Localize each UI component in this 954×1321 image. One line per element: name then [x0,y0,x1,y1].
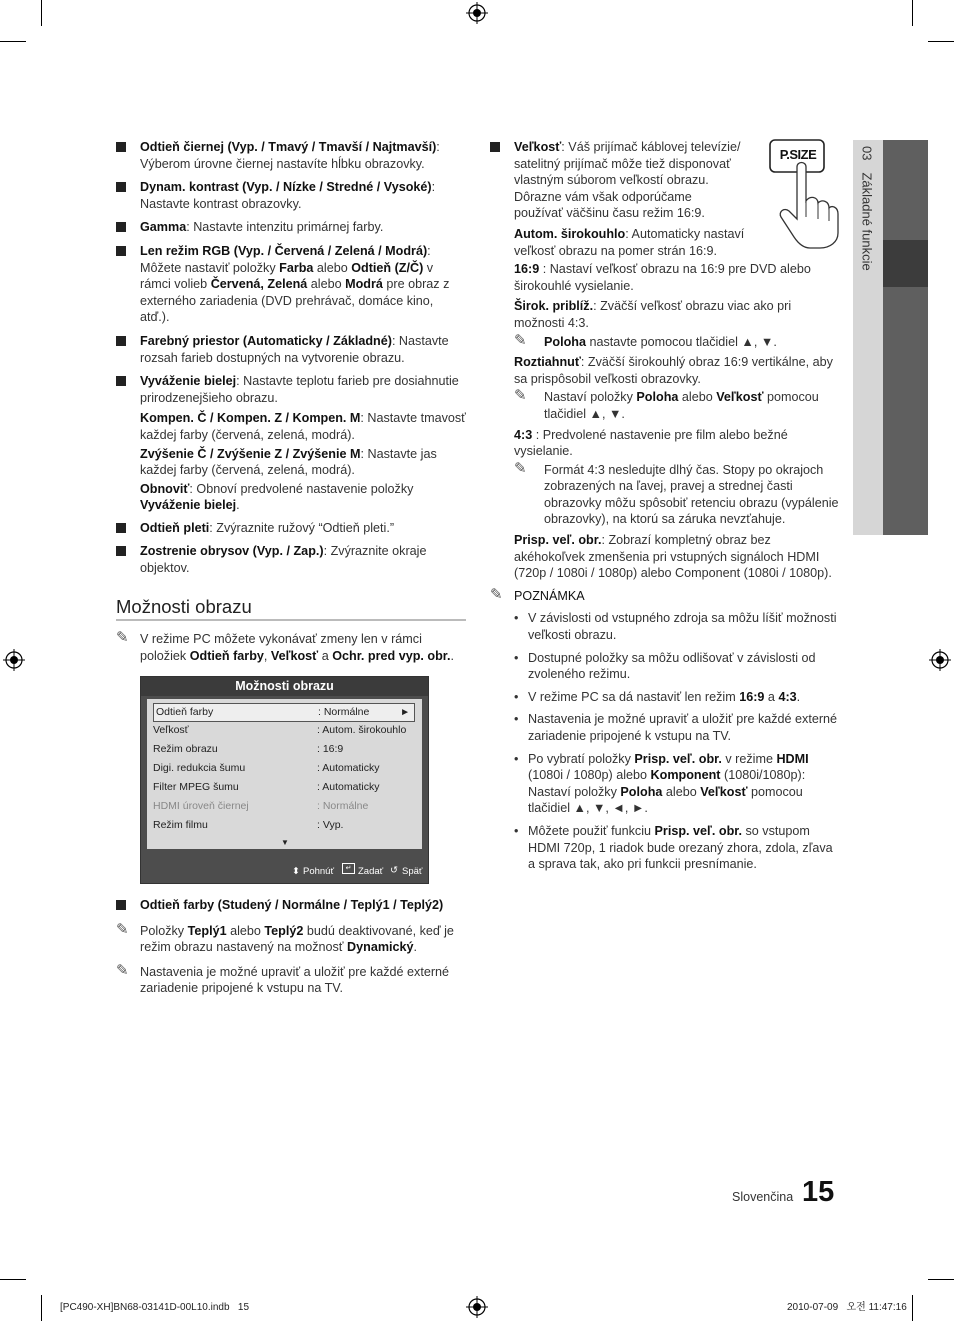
right-column [490,139,840,879]
left-column-lower [116,897,466,1003]
list-item: Odtieň pleti: Zvýraznite ružový “Odtieň pleti.” [116,520,466,537]
crop-mark [41,1295,42,1321]
wide-note: ✎ Poloha nastavte pomocou tlačidiel ▲, ▼. [514,331,777,349]
tint-note: ✎ Položky Teplý1 alebo Teplý2 budú deaktivované, keď je režim obrazu nastavený na možnosť Dynamický. [116,920,454,955]
bullet-dot-icon: • [514,611,519,626]
list-item-tint: Odtieň farby (Studený / Normálne / Teplý1 / Teplý2) [116,897,466,914]
chapter-tab-dark [883,140,928,535]
osd-row-picture-mode[interactable]: Režim obrazu : 16:9 [153,743,344,755]
note-pencil-icon: ✎ [490,585,503,603]
note-pencil-icon: ✎ [514,459,527,477]
note-bullet-list [490,610,840,872]
pc-note: ✎ V režime PC môžete vykonávať zmeny len v rámci položiek Odtieň farby, Veľkosť a Ochr. pred vyp. obr.. [116,629,454,663]
zoom-note: ✎ Nastaví položky Poloha alebo Veľkosť pomocou tlačidiel ▲, ▼. [514,387,819,421]
osd-row-noise-reduction[interactable]: Digi. redukcia šumu : Automaticky [153,762,380,774]
note-bullet: • V závislosti od vstupného zdroja sa môžu líšiť možnosti veľkosti obrazu. [514,611,837,643]
osd-row-film-mode[interactable]: Režim filmu : Vyp. [153,819,344,831]
osd-row-color-tone[interactable]: Odtieň farby : Normálne ► [153,703,415,722]
bullet-dot-icon: • [514,751,519,766]
arrow-right-icon: ► [400,707,410,718]
osd-body [147,699,422,849]
list-item: Odtieň čiernej (Vyp. / Tmavý / Tmavší / Najtmavší): Výberom úrovne čiernej nastavíte hĺbku obrazovky. [116,139,466,172]
list-item-gamut: Farebný priestor (Automaticky / Základné): Nastavte rozsah farieb dostupných na vytvorenie obrazu. [116,333,466,366]
list-item: Zostrenie obrysov (Vyp. / Zap.): Zvýraznite okraje objektov. [116,543,466,576]
list-item-white-balance: Vyváženie bielej: Nastavte teplotu farieb pre dosiahnutie prirodzenejšieho obrazu. [116,373,466,406]
bullet-dot-icon: • [514,650,519,665]
note-bullet: • Dostupné položky sa môžu odlišovať v závislosti od zvoleného režimu. [514,650,816,682]
tint-note: ✎ Nastavenia je možné upraviť a uložiť pre každé externé zariadenie pripojené k vstupu na TV. [116,961,450,996]
chapter-marker [883,240,928,287]
crop-mark [0,41,26,42]
list-item: Dynam. kontrast (Vyp. / Nízke / Stredné / Vysoké): Nastavte kontrast obrazovky. [116,179,466,212]
crop-mark [928,41,954,42]
note-bullet: • Môžete použiť funkciu Prisp. veľ. obr. so vstupom HDMI 720p, 1 riadok bude orezaný zhora, zdola, zľava a sprava tak, ako pri funkcii presnímanie. [514,823,833,872]
list-item-rgb: Len režim RGB (Vyp. / Červená / Zelená / Modrá): Môžete nastaviť položky Farba alebo Odtieň (Z/Č) v rámci volieb Červená, Zelená alebo Modrá pre obraz z externého zariadenia (DVD prehrávač, domáce kino, atď.). [116,243,466,326]
note-bullet: • Po vybratí položky Prisp. veľ. obr. v režime HDMI (1080i / 1080p) alebo Komponent (1080i/1080p): Nastaví položky Poloha alebo Veľkosť pomocou tlačidiel ▲, ▼, ◄, ►. [514,751,809,816]
bullet-dot-icon: • [514,712,519,727]
note-pencil-icon: ✎ [514,387,527,405]
print-date: 2010-07-09 오전 11:47:16 [787,1302,907,1313]
note-bullet: • V režime PC sa dá nastaviť len režim 16:9 a 4:3. [514,689,801,704]
white-balance-sub: Kompen. Č / Kompen. Z / Kompen. M: Nastavte tmavosť každej farby (červená, zelená, modrá). Zvýšenie Č / Zvýšenie Z / Zvýšenie M: Nastavte jas každej farby (červená, zelená, modrá). Obnoviť: Obnoví predvolené nastavenie položky Vyváženie bielej. [140,411,466,513]
note-pencil-icon: ✎ [514,331,527,349]
print-file-info: [PC490-XH]BN68-03141D-00L10.indb 15 [60,1302,250,1313]
osd-row-size[interactable]: Veľkosť : Autom. širokouhlo [153,724,407,736]
registration-mark-icon [466,1296,488,1318]
bullet-dot-icon: • [514,823,519,838]
note-bullet: • Nastavenia je možné upraviť a uložiť pre každé externé zariadenie pripojené k vstupu na TV. [514,712,838,743]
osd-footer: ⬍ Pohnúť ↵ Zadať ↺ Späť [141,855,428,883]
language-label: Slovenčina [732,1190,794,1204]
list-item: Gamma: Nastavte intenzitu primárnej farby. [116,219,466,236]
bullet-dot-icon: • [514,689,519,704]
registration-mark-icon [929,649,951,671]
crop-mark [912,1295,913,1321]
psize-label: P.SIZE [779,147,817,162]
return-icon: ↺ [390,865,398,876]
note-pencil-icon: ✎ [116,961,129,979]
registration-mark-icon [3,649,25,671]
move-icon: ⬍ [292,866,300,877]
crop-mark [912,0,913,26]
r43-note: ✎ Formát 4:3 nesledujte dlhý čas. Stopy po okrajoch zobrazených na ľavej, pravej a strednej časti obrazovky môžu spôsobiť retenciu obrazu (vypálenie obrazovky), na ktorú sa záruka nevzťahuje. [514,459,839,527]
scroll-down-icon[interactable]: ▼ [281,838,289,847]
crop-mark [0,1279,26,1280]
registration-mark-icon [466,2,488,24]
osd-menu [140,676,429,884]
note-heading: ✎ POZNÁMKA [490,585,585,603]
osd-title: Možnosti obrazu [141,677,428,696]
page-number: 15 [802,1176,835,1208]
section-heading: Možnosti obrazu [116,599,466,622]
crop-mark [41,0,42,26]
osd-row-mpeg-filter[interactable]: Filter MPEG šumu : Automaticky [153,781,380,793]
enter-icon: ↵ [342,863,355,874]
crop-mark [928,1279,954,1280]
note-pencil-icon: ✎ [116,629,129,647]
size-options: Autom. širokouhlo: Automaticky nastaví veľkosť obrazu na pomer strán 16:9. 16:9 : Nastaví veľkosť obrazu na 16:9 pre DVD alebo širokouhlé vysielanie. Širok. priblíž.: Zväčší veľkosť obrazu viac ako pri možnosti 4:3. ✎ Poloha nastavte pomocou tlačidiel ▲, ▼. Roztiahnuť: Zväčší širokouhlý obraz 16:9 vertikálne, aby sa prispôsobil veľkosti obrazovky. ✎ Nastaví položky Poloha alebo Veľkosť pomocou tlačidiel ▲, ▼. 4:3 : Predvolené nastavenie pre film alebo bežné vysielanie. ✎ Formát 4:3 nesledujte dlhý čas. Stopy po okrajoch zobrazených na ľavej, pravej a strednej časti obrazovky môžu spôsobiť retenciu obrazu (vypálenie obrazovky), na ktorú sa záruka nevzťahuje. Prisp. veľ. obr.: Zobrazí kompletný obraz bez akéhokoľvek zmenšenia pri vstupných signáloch HDMI (720p / 1080i / 1080p) alebo Component (1080i / 1080p). [514,226,839,581]
osd-row-hdmi-black: HDMI úroveň čiernej : Normálne [153,800,369,812]
note-pencil-icon: ✎ [116,920,129,938]
list-item-size: Veľkosť: Váš prijímač káblovej televízie/ satelitný prijímač môže tiež disponovať vlastným súborom veľkostí obrazu. Dôrazne vám však odporúčame používať väčšinu času režim 16:9. [490,139,840,222]
chapter-label: 03Základné funkcie [859,146,875,271]
left-column [116,139,466,670]
